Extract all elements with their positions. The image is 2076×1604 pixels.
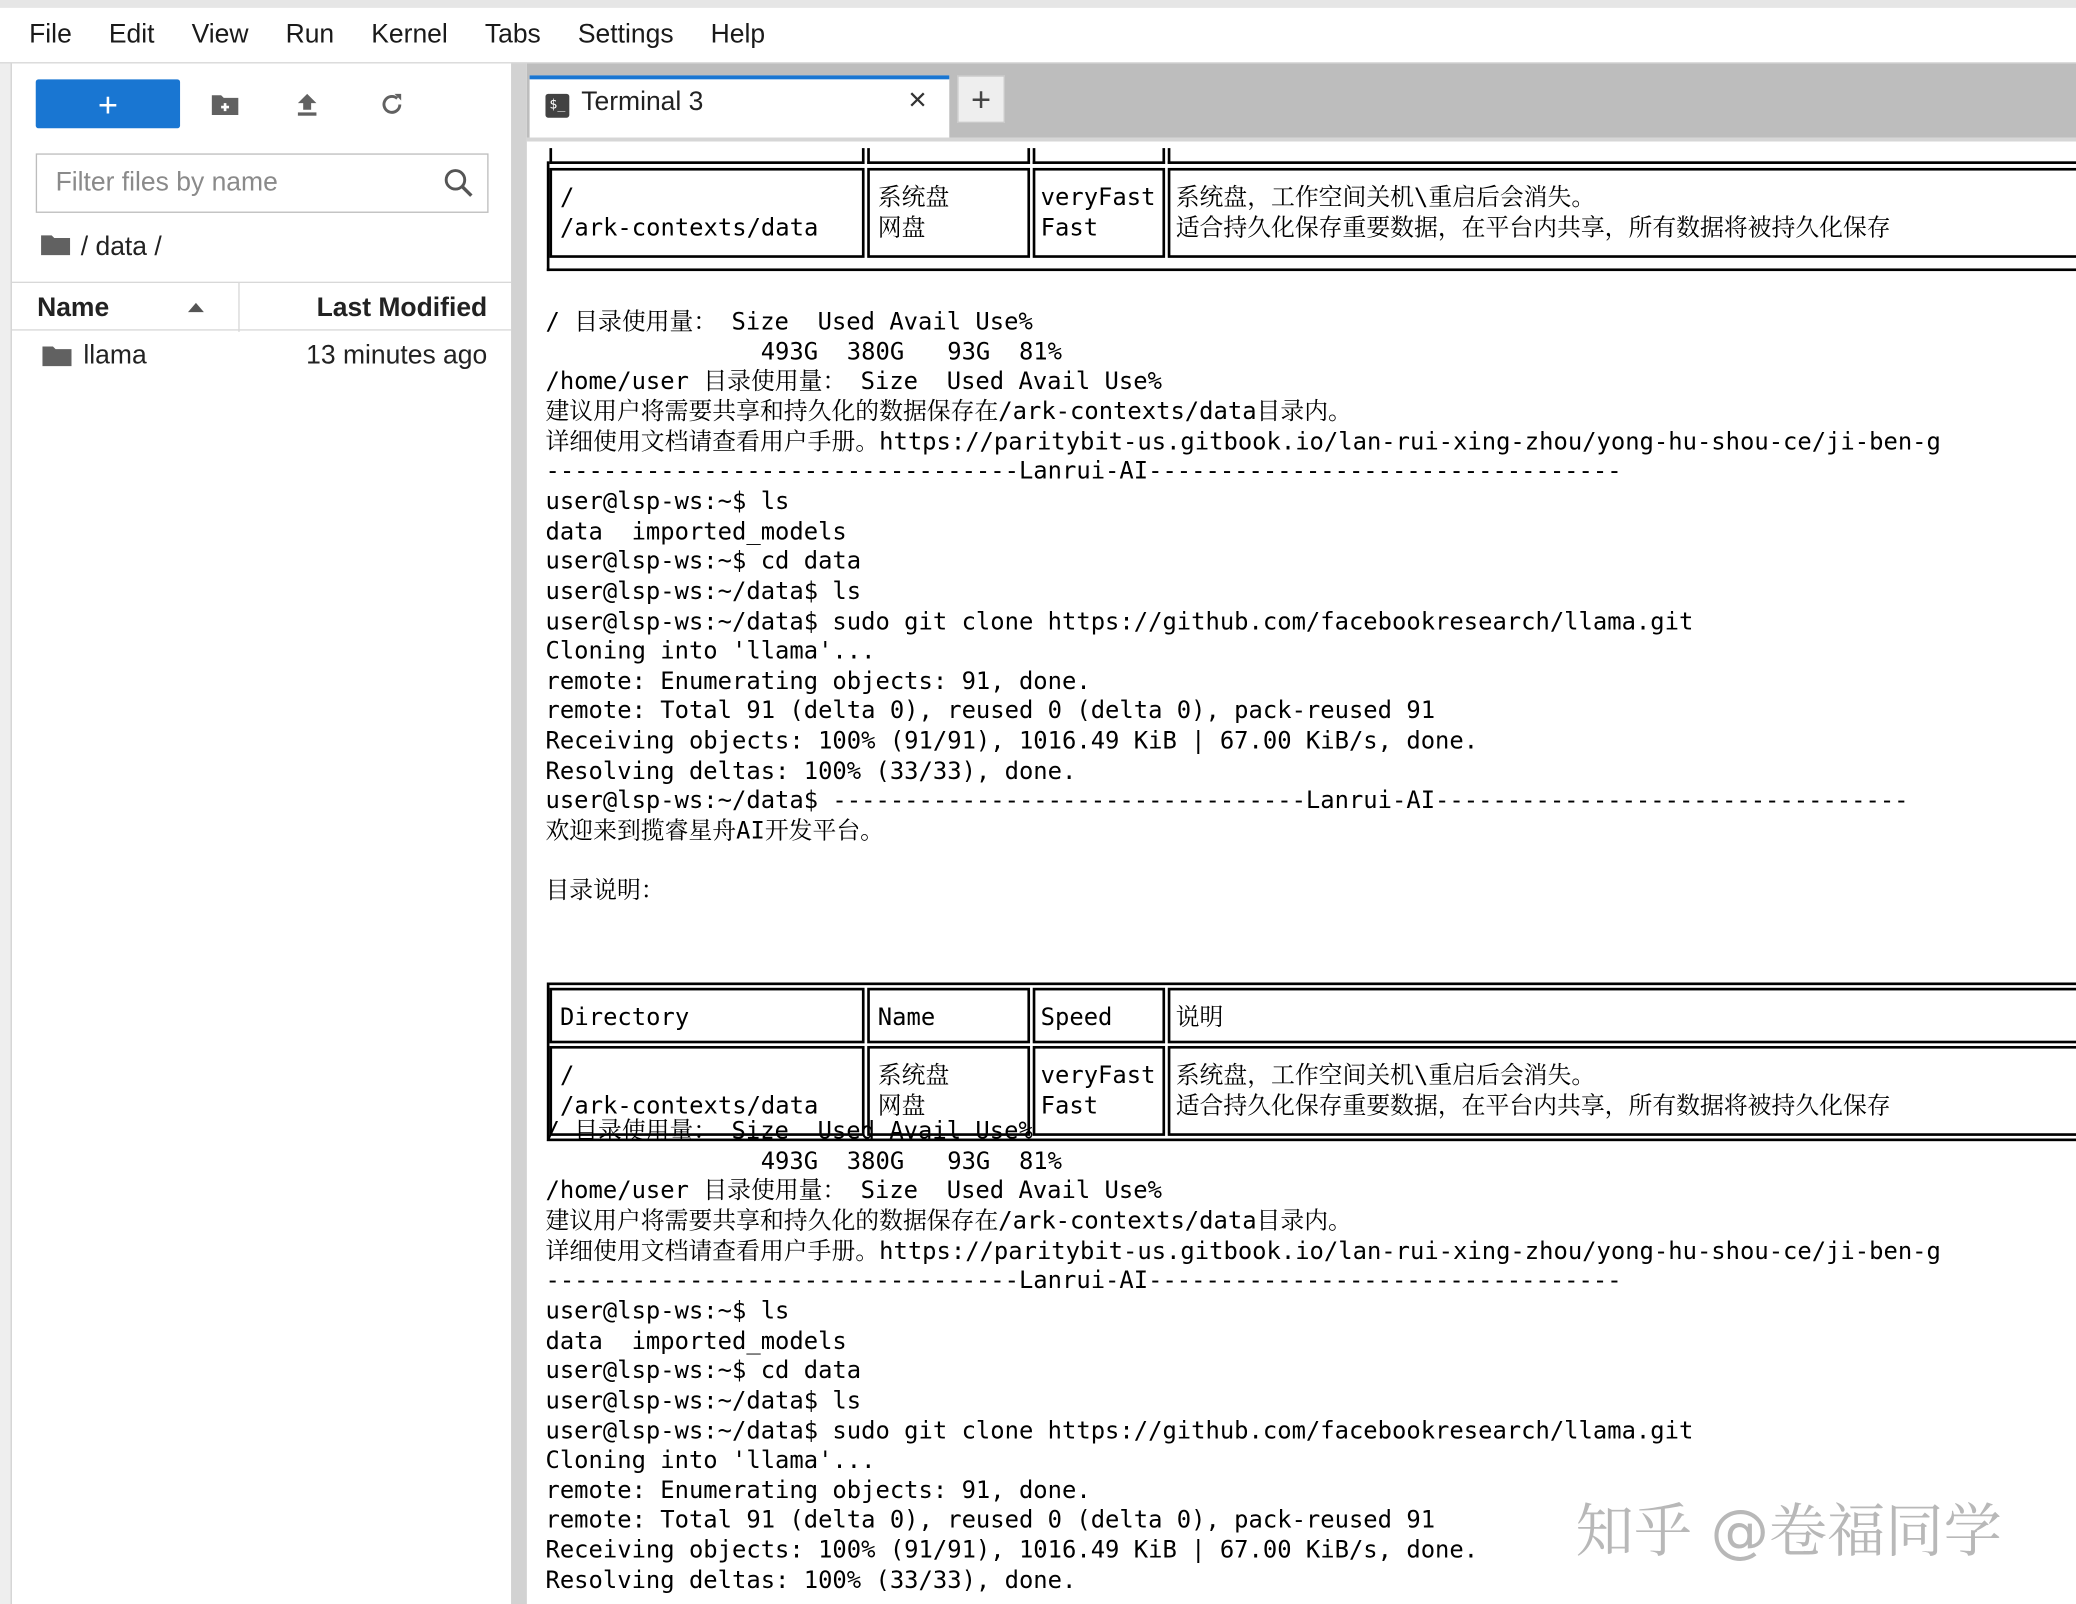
table-header-text: 说明 (1175, 1003, 1224, 1032)
terminal-line: data imported_models (545, 1327, 847, 1355)
file-list-item[interactable] (12, 336, 511, 378)
table-cell (1168, 168, 2076, 258)
table-header-text: Speed (1040, 1003, 1113, 1032)
filter-files-input-wrapper (36, 153, 489, 213)
terminal-icon: $_ (545, 94, 569, 118)
column-last-modified[interactable]: Last Modified (316, 293, 488, 323)
terminal-line: ---------------------------------Lanrui-AI--------------------------------- (545, 457, 1622, 486)
filter-files-input[interactable] (56, 168, 427, 198)
table-cell-text: / /ark-contexts/data (560, 183, 819, 242)
table-cell-text: veryFast Fast (1040, 183, 1156, 242)
terminal-line: data imported_models (545, 517, 847, 546)
table-cell (1168, 148, 2076, 164)
table-cell (867, 148, 1030, 164)
upload-icon[interactable] (290, 87, 324, 121)
terminal-line: / 目录使用量： Size Used Avail Use% (545, 308, 1033, 336)
file-browser (12, 63, 511, 1604)
table-cell-text: veryFast Fast (1040, 1061, 1156, 1121)
terminal-line: user@lsp-ws:~/data$ sudo git clone https://github.com/facebookresearch/llama.git (545, 607, 1694, 636)
terminal-line: remote: Total 91 (delta 0), reused 0 (delta 0), pack-reused 91 (545, 697, 1436, 726)
terminal-line: user@lsp-ws:~$ cd data (545, 547, 862, 576)
table-cell-text: 系统盘 网盘 (877, 183, 950, 242)
terminal-line: user@lsp-ws:~/data$ ls (545, 577, 862, 606)
watermark: 知乎 @卷福同学 (1575, 1498, 2002, 1566)
table-cell-text: 系统盘，工作空间关机\重启后会消失。 适合持久化保存重要数据，在平台内共享，所有数据将被持久化保存 (1175, 183, 1891, 242)
menu-settings[interactable]: Settings (577, 19, 674, 49)
add-tab-button[interactable]: + (957, 75, 1005, 123)
file-name: llama (83, 341, 147, 371)
close-icon[interactable]: × (908, 81, 927, 118)
terminal-line: user@lsp-ws:~$ ls (545, 487, 790, 516)
search-icon (442, 167, 474, 205)
menu-run[interactable]: Run (285, 19, 335, 49)
table-header-cell (1033, 988, 1165, 1044)
column-name[interactable]: Name (37, 293, 110, 323)
file-list-header (12, 282, 511, 331)
terminal-line: 目录说明： (545, 877, 665, 905)
folder-icon (42, 345, 71, 373)
table-cell-text: 系统盘 网盘 (877, 1061, 950, 1121)
panel-splitter[interactable] (511, 63, 527, 1604)
main-dock-panel (527, 63, 2076, 1604)
breadcrumb (41, 230, 162, 264)
terminal-line: /home/user 目录使用量： Size Used Avail Use% (545, 368, 1162, 396)
terminal-line: remote: Enumerating objects: 91, done. (545, 1476, 1091, 1505)
terminal-line: user@lsp-ws:~/data$ ls (545, 1386, 862, 1415)
sort-ascending-icon[interactable] (188, 303, 204, 312)
terminal-line: user@lsp-ws:~/data$ sudo git clone https://github.com/facebookresearch/llama.git (545, 1416, 1694, 1445)
menu-view[interactable]: View (191, 19, 249, 49)
window-top-edge (0, 0, 2076, 8)
file-modified: 13 minutes ago (306, 341, 488, 371)
tab-label: Terminal 3 (581, 87, 704, 117)
terminal-line: Cloning into 'llama'... (545, 1446, 876, 1475)
table-cell (867, 168, 1030, 258)
terminal-line: user@lsp-ws:~$ ls (545, 1297, 790, 1325)
table-header-cell (867, 988, 1030, 1044)
terminal-line: Resolving deltas: 100% (33/33), done. (545, 757, 1077, 786)
table-cell (1033, 1046, 1165, 1136)
terminal-line: remote: Enumerating objects: 91, done. (545, 667, 1091, 696)
terminal-line: Cloning into 'llama'... (545, 637, 876, 666)
terminal-line: /home/user 目录使用量： Size Used Avail Use% (545, 1177, 1162, 1206)
table-cell (1168, 1046, 2076, 1136)
terminal-line: 详细使用文档请查看用户手册。https://paritybit-us.gitbook.io/lan-rui-xing-zhou/yong-hu-shou-ce/ji-ben-g (545, 427, 1941, 456)
menu-kernel[interactable]: Kernel (371, 19, 448, 49)
table-header-text: Directory (560, 1003, 690, 1032)
table-cell (1033, 168, 1165, 258)
column-divider[interactable] (238, 283, 239, 332)
menubar (0, 8, 2076, 64)
terminal-line: user@lsp-ws:~$ cd data (545, 1356, 862, 1385)
tab-bar (527, 63, 2076, 137)
menu-edit[interactable]: Edit (108, 19, 155, 49)
menu-file[interactable]: File (29, 19, 72, 49)
table-header-cell (1168, 988, 2076, 1044)
terminal-table-top (547, 161, 2076, 271)
table-cell (549, 148, 864, 164)
folder-icon[interactable] (41, 232, 70, 262)
terminal-line: 493G 380G 93G 81% (545, 338, 1063, 366)
new-folder-icon[interactable] (208, 87, 242, 121)
table-cell (549, 168, 864, 258)
tab-terminal-3[interactable] (530, 75, 950, 137)
new-launcher-button[interactable]: + (36, 79, 180, 128)
terminal-line: remote: Total 91 (delta 0), reused 0 (delta 0), pack-reused 91 (545, 1506, 1436, 1535)
terminal-line: / 目录使用量： Size Used Avail Use% (545, 1117, 1033, 1146)
menu-tabs[interactable]: Tabs (484, 19, 541, 49)
terminal-line: 建议用户将需要共享和持久化的数据保存在/ark-contexts/data目录内。 (545, 397, 1352, 426)
terminal-output[interactable] (527, 141, 2076, 1604)
table-cell (1033, 148, 1165, 164)
terminal-line: Resolving deltas: 100% (33/33), done. (545, 1566, 1077, 1595)
terminal-line: ---------------------------------Lanrui-AI--------------------------------- (545, 1267, 1622, 1295)
terminal-line: Receiving objects: 100% (91/91), 1016.49 KiB | 67.00 KiB/s, done. (545, 1536, 1479, 1565)
table-cell-text: 系统盘，工作空间关机\重启后会消失。 适合持久化保存重要数据，在平台内共享，所有数据将被持久化保存 (1175, 1061, 1891, 1121)
refresh-icon[interactable] (375, 87, 409, 121)
terminal-line: user@lsp-ws:~/data$ ---------------------------------Lanrui-AI--------------------------------- (545, 787, 1909, 816)
terminal-line: 493G 380G 93G 81% (545, 1147, 1063, 1176)
terminal-line: 详细使用文档请查看用户手册。https://paritybit-us.gitbook.io/lan-rui-xing-zhou/yong-hu-shou-ce/ji-ben-g (545, 1237, 1941, 1265)
activity-bar (0, 63, 12, 1604)
terminal-line: 欢迎来到揽睿星舟AI开发平台。 (545, 817, 885, 846)
terminal-line: 建议用户将需要共享和持久化的数据保存在/ark-contexts/data目录内。 (545, 1207, 1352, 1235)
file-browser-toolbar (12, 63, 511, 145)
table-header-text: Name (877, 1003, 936, 1032)
table-header-cell (549, 988, 864, 1044)
menu-help[interactable]: Help (710, 19, 766, 49)
table-cell-text: / /ark-contexts/data (560, 1061, 819, 1121)
terminal-line: Receiving objects: 100% (91/91), 1016.49 KiB | 67.00 KiB/s, done. (545, 727, 1479, 756)
breadcrumb-path[interactable]: / data / (80, 232, 162, 262)
